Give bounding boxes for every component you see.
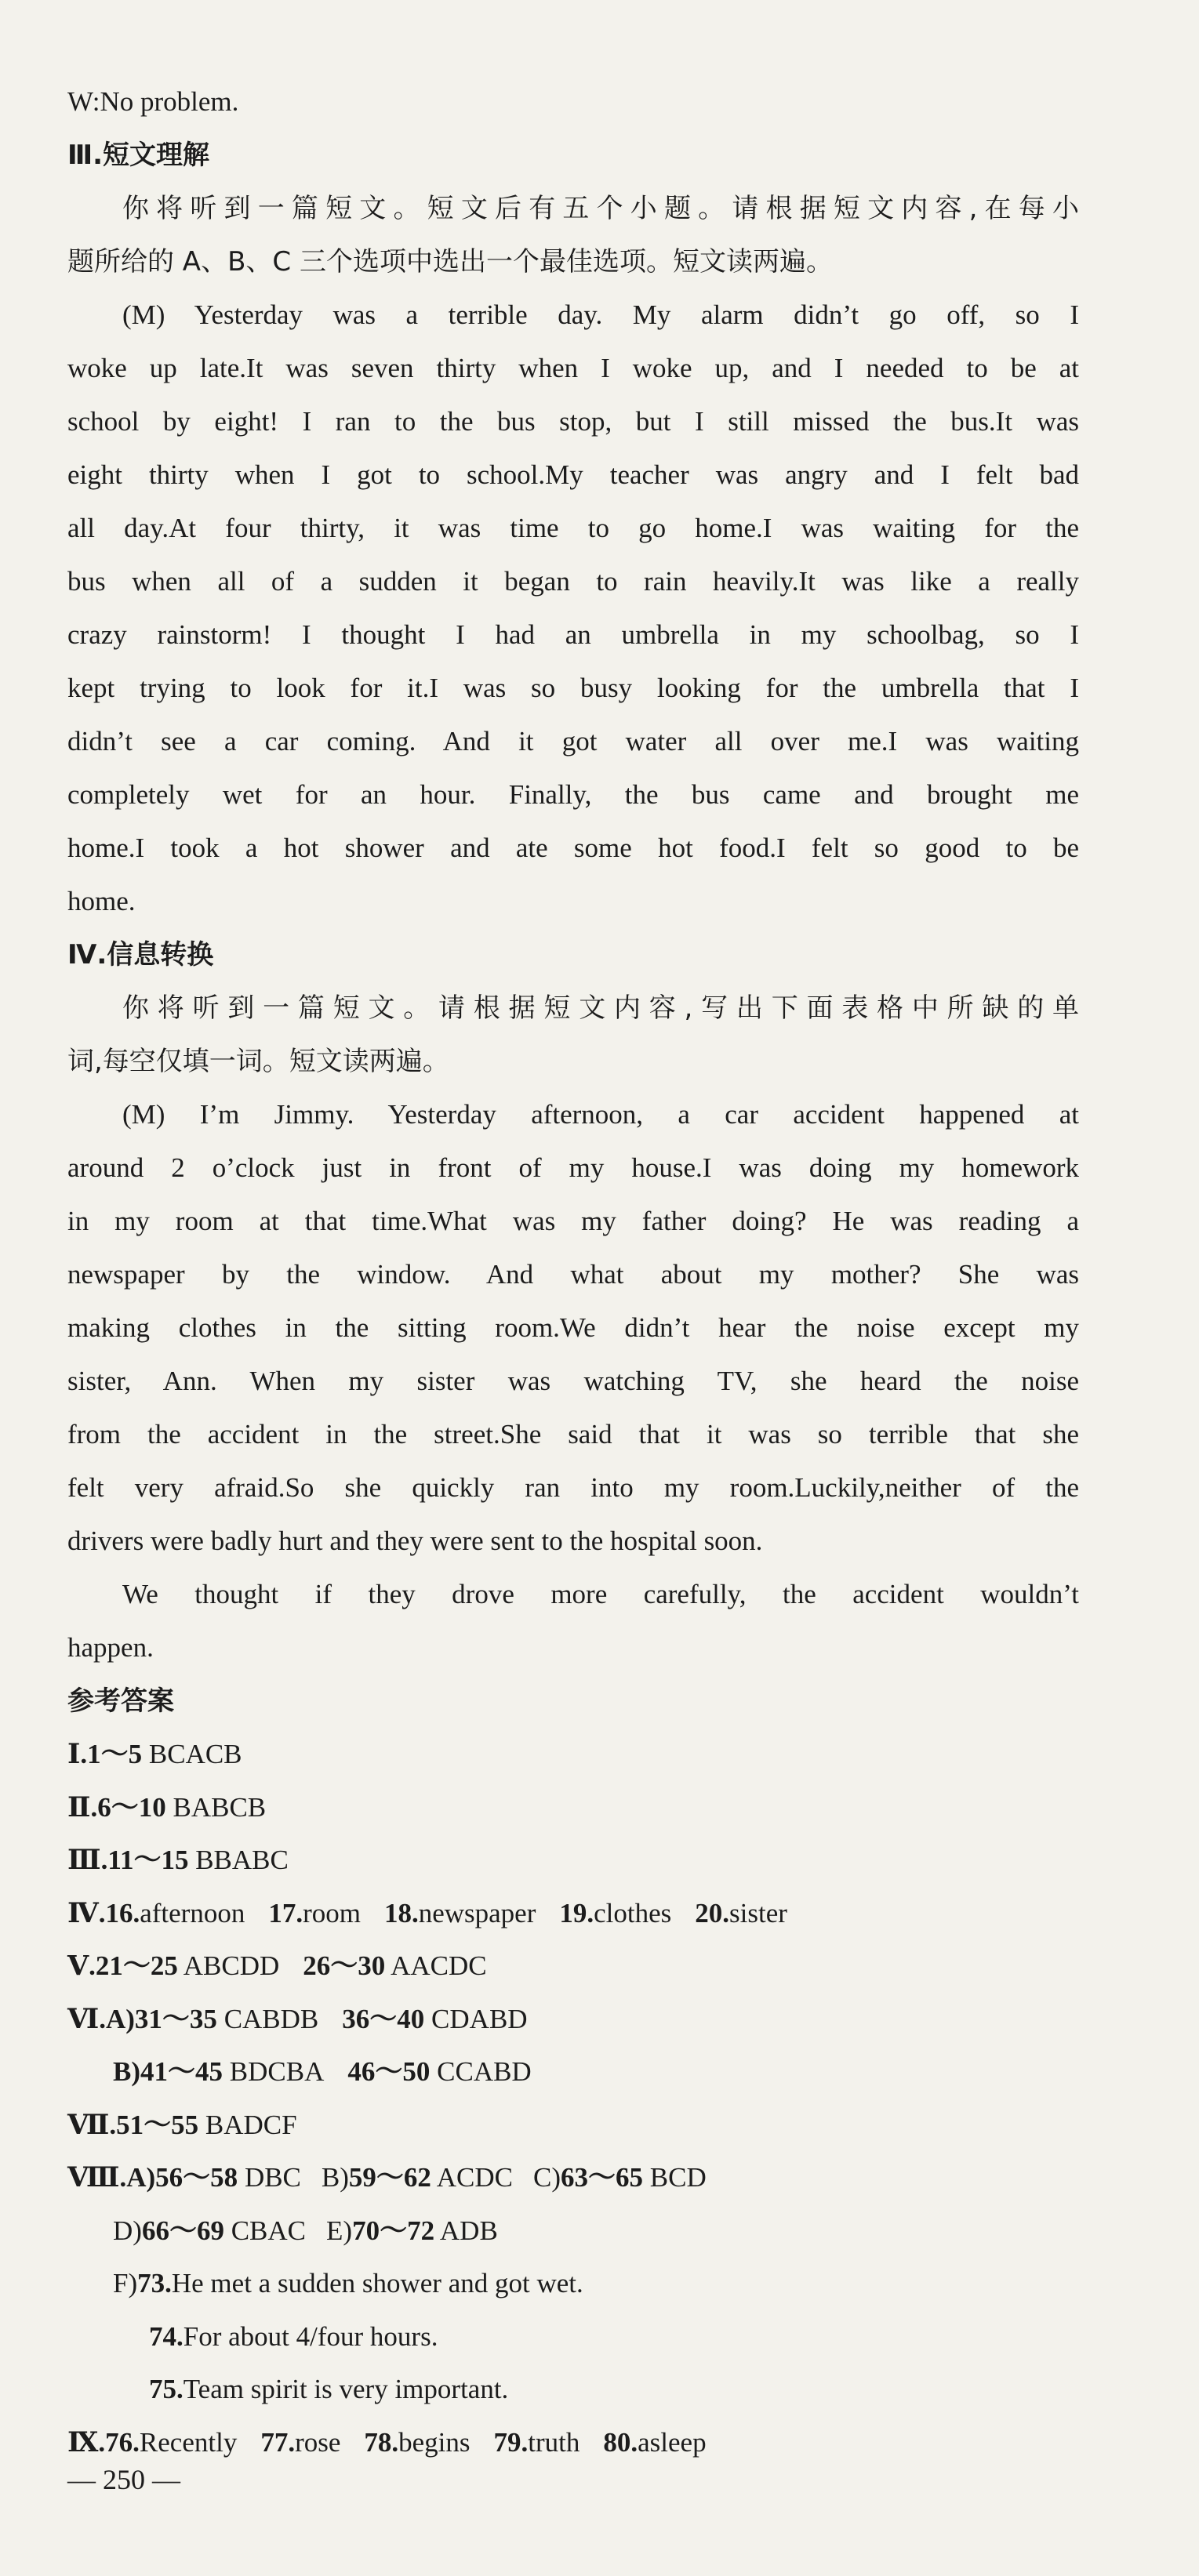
passage-line: completely wet for an hour. Finally, the bus came and brought me xyxy=(67,779,1079,810)
passage-line: home.I took a hot shower and ate some hot food.I felt so good to be xyxy=(67,833,1079,863)
answer-label: Ⅳ.16. xyxy=(67,1897,140,1928)
answer-part-label: F) xyxy=(113,2268,138,2298)
answer-value: DBC xyxy=(244,2162,301,2193)
answer-row-ii xyxy=(67,1781,1079,1834)
answer-row-vi-b xyxy=(67,2045,1079,2099)
passage-line: felt very afraid.So she quickly ran into my room.Luckily,neither of the xyxy=(67,1472,1079,1503)
answer-label: 80. xyxy=(603,2426,638,2458)
answer-value: ABCDD xyxy=(183,1950,280,1981)
answer-value: BABCB xyxy=(173,1791,267,1823)
answer-label: 26～30 xyxy=(303,1950,386,1981)
answer-label: 19. xyxy=(559,1897,594,1928)
answer-value: BCACB xyxy=(148,1739,242,1769)
answer-label: 78. xyxy=(364,2426,399,2458)
passage-line: all day.At four thirty, it was time to go home.I was waiting for the xyxy=(67,513,1079,543)
answer-row-73 xyxy=(67,2257,1079,2310)
answer-label: Ⅶ.51～55 xyxy=(67,2109,199,2140)
answer-part-label: E) xyxy=(326,2215,353,2246)
instruction-line: 词,每空仅填一词。短文读两遍。 xyxy=(67,1046,449,1077)
answer-value: CABDB xyxy=(223,2003,319,2034)
instruction-line: 你将听到一篇短文。请根据短文内容,写出下面表格中所缺的单 xyxy=(122,992,1079,1024)
passage-line: home. xyxy=(67,886,136,916)
passage-line: didn’t see a car coming. And it got water all over me.I was waiting xyxy=(67,726,1079,756)
answer-row-vii xyxy=(67,2099,1079,2152)
answer-label: 63～65 xyxy=(561,2162,644,2193)
answer-label: B)41～45 xyxy=(113,2056,223,2087)
passage-line: woke up late.It was seven thirty when I woke up, and I needed to be at xyxy=(67,353,1079,383)
passage-line: kept trying to look for it.I was so busy looking for the umbrella that I xyxy=(67,673,1079,703)
answer-label: 66～69 xyxy=(141,2215,224,2246)
answer-value: rose xyxy=(295,2426,341,2458)
answer-value: AACDC xyxy=(391,1950,487,1981)
answer-row-iv xyxy=(67,1887,1079,1940)
passage-line: making clothes in the sitting room.We didn’t hear the noise except my xyxy=(67,1312,1079,1343)
passage-line: around 2 o’clock just in front of my house.I was doing my homework xyxy=(67,1152,1079,1183)
answer-label: 17. xyxy=(268,1897,303,1928)
passage-line: bus when all of a sudden it began to rain heavily.It was like a really xyxy=(67,566,1079,597)
instruction-line: 你将听到一篇短文。短文后有五个小题。请根据短文内容,在每小 xyxy=(122,193,1079,224)
answer-label: Ⅵ.A)31～35 xyxy=(67,2003,217,2034)
answer-value: CBAC xyxy=(231,2215,307,2246)
answer-label: Ⅷ.A)56～58 xyxy=(67,2162,238,2193)
answer-row-viii-a xyxy=(67,2151,1079,2204)
page-content xyxy=(67,75,1079,2469)
answer-value: BCD xyxy=(649,2162,707,2193)
answer-value: sister xyxy=(729,1897,787,1928)
answer-label: 73. xyxy=(137,2268,172,2298)
answer-label: Ⅴ.21～25 xyxy=(67,1950,178,1981)
section-heading-iv: Ⅳ.信息转换 xyxy=(67,939,214,971)
passage-line: crazy rainstorm! I thought I had an umbrella in my schoolbag, so I xyxy=(67,619,1079,650)
passage-line: school by eight! I ran to the bus stop, but I still missed the bus.It was xyxy=(67,406,1079,437)
answer-value: room xyxy=(303,1897,361,1928)
section-heading-iii: Ⅲ.短文理解 xyxy=(67,140,210,171)
answer-value: clothes xyxy=(594,1897,672,1928)
answer-row-74 xyxy=(67,2310,1079,2364)
answer-label: 20. xyxy=(695,1897,730,1928)
answer-row-75 xyxy=(67,2363,1079,2416)
passage-line: We thought if they drove more carefully, the accident wouldn’t xyxy=(122,1579,1079,1609)
answer-value: BDCBA xyxy=(229,2056,325,2087)
answer-label: Ⅱ.6～10 xyxy=(67,1791,166,1823)
answer-value: For about 4/four hours. xyxy=(183,2320,438,2352)
answer-label: 77. xyxy=(260,2426,296,2458)
answer-label: Ⅸ.76. xyxy=(67,2426,140,2458)
answer-label: Ⅰ.1～5 xyxy=(67,1739,143,1769)
answer-value: ACDC xyxy=(436,2162,513,2193)
answer-row-viii-b xyxy=(67,2204,1079,2258)
answer-part-label: B) xyxy=(321,2162,349,2193)
instruction-line: 题所给的 A、B、C 三个选项中选出一个最佳选项。短文读两遍。 xyxy=(67,246,833,278)
answer-value: afternoon xyxy=(140,1897,245,1928)
answer-label: 18. xyxy=(383,1897,419,1928)
passage-line: sister, Ann. When my sister was watching TV, she heard the noise xyxy=(67,1366,1079,1396)
answer-row-ix xyxy=(67,2416,1079,2469)
answer-label: 46～50 xyxy=(347,2056,431,2087)
passage-line: drivers were badly hurt and they were sent to the hospital soon. xyxy=(67,1526,763,1556)
answer-value: ADB xyxy=(439,2215,498,2246)
answer-value: newspaper xyxy=(418,1897,536,1928)
answer-part-label: D) xyxy=(113,2215,142,2246)
passage-line: eight thirty when I got to school.My teacher was angry and I felt bad xyxy=(67,459,1079,490)
page-number: — 250 — xyxy=(67,2464,180,2495)
answer-label: 70～72 xyxy=(352,2215,435,2246)
answer-row-i xyxy=(67,1728,1079,1781)
dialogue-line: W:No problem. xyxy=(67,86,239,117)
answer-value: Recently xyxy=(139,2426,238,2458)
answer-label: 75. xyxy=(149,2374,183,2404)
answer-value: begins xyxy=(398,2426,471,2458)
passage-line: newspaper by the window. And what about my mother? She was xyxy=(67,1259,1079,1290)
answer-value: CDABD xyxy=(431,2003,528,2034)
answer-row-vi-a xyxy=(67,1993,1079,2046)
passage-line: (M) Yesterday was a terrible day. My alarm didn’t go off, so I xyxy=(122,299,1079,330)
answer-value: truth xyxy=(528,2426,580,2458)
passage-line: in my room at that time.What was my father doing? He was reading a xyxy=(67,1206,1079,1236)
answer-value: CCABD xyxy=(437,2056,532,2087)
passage-line: happen. xyxy=(67,1632,154,1663)
answer-label: 74. xyxy=(149,2320,183,2352)
passage-line: (M) I’m Jimmy. Yesterday afternoon, a car accident happened at xyxy=(122,1099,1079,1130)
answer-value: Team spirit is very important. xyxy=(183,2374,509,2404)
answer-value: He met a sudden shower and got wet. xyxy=(171,2268,583,2298)
answer-value: asleep xyxy=(638,2426,707,2458)
answer-label: 59～62 xyxy=(348,2162,431,2193)
answer-label: 79. xyxy=(493,2426,529,2458)
passage-line: from the accident in the street.She said that it was so terrible that she xyxy=(67,1419,1079,1449)
answer-row-iii xyxy=(67,1834,1079,1887)
answer-row-v xyxy=(67,1939,1079,1993)
answer-label: Ⅲ.11～15 xyxy=(67,1845,189,1875)
answer-label: 36～40 xyxy=(342,2003,425,2034)
answer-part-label: C) xyxy=(533,2162,561,2193)
answer-value: BADCF xyxy=(205,2109,297,2140)
answers-heading: 参考答案 xyxy=(67,1685,174,1717)
answer-value: BBABC xyxy=(195,1845,289,1875)
